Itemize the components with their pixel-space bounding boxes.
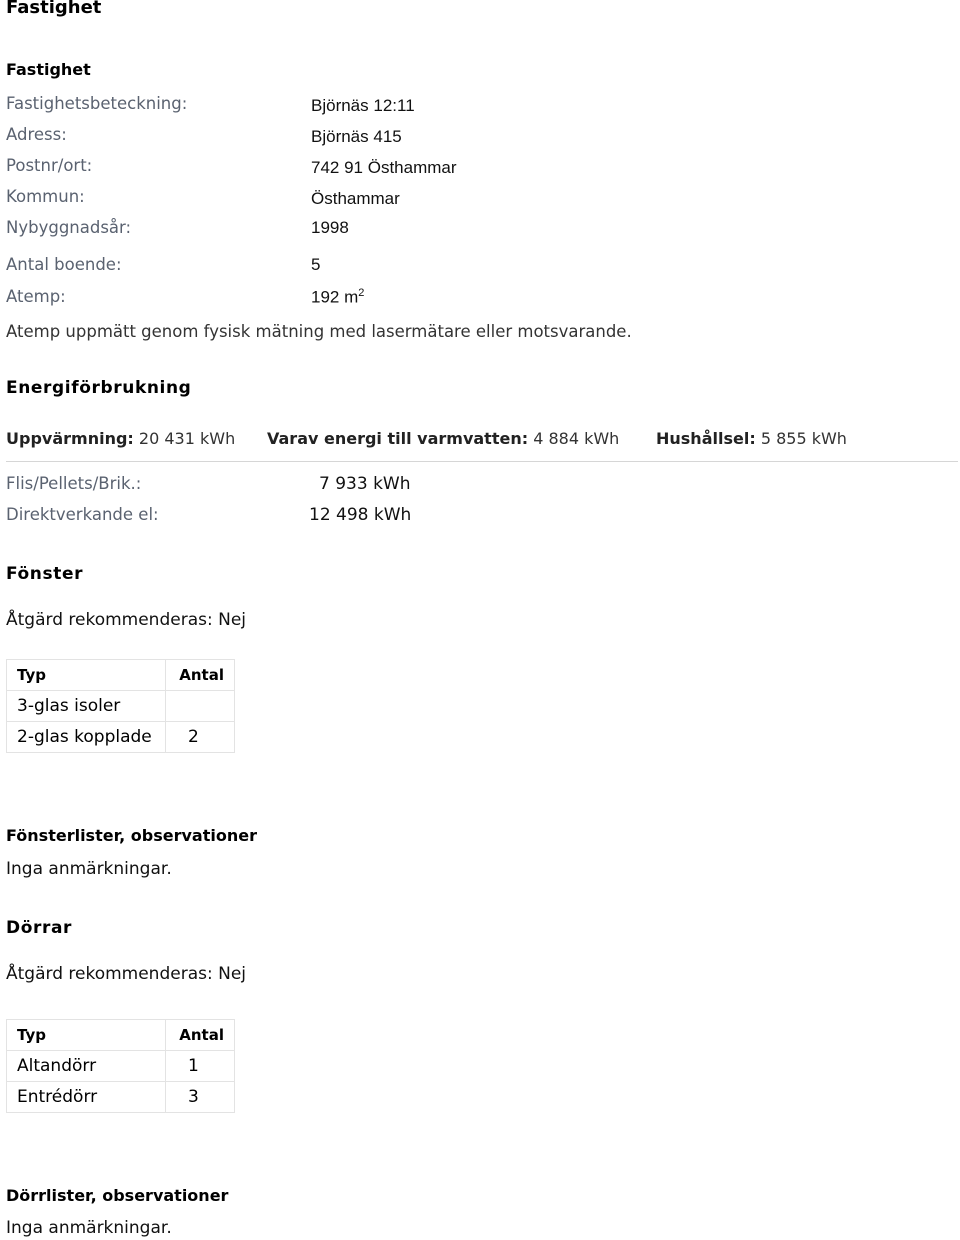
energy-summary-row: [6, 429, 235, 448]
household-label: Hushållsel:: [656, 429, 756, 448]
door-observations-text: Inga anmärkningar.: [6, 1218, 172, 1238]
page-title: Fastighet: [6, 0, 102, 18]
label-antal-boende: Antal boende:: [6, 255, 122, 274]
windows-recommendation: Åtgärd rekommenderas: Nej: [6, 610, 247, 630]
heating-label: Uppvärmning:: [6, 429, 134, 448]
door-count-cell: 1: [166, 1051, 235, 1082]
door-type-cell: Altandörr: [7, 1051, 166, 1082]
label-kommun: Kommun:: [6, 187, 85, 206]
window-type-cell: 2-glas kopplade: [7, 722, 166, 753]
energy-divider: [6, 461, 958, 462]
door-type-cell: Entrédörr: [7, 1082, 166, 1113]
window-count-cell: [166, 691, 235, 722]
door-count-cell: 3: [166, 1082, 235, 1113]
table-row: [7, 1082, 235, 1113]
doors-table: [6, 1019, 235, 1113]
table-row: [7, 691, 235, 722]
window-count-cell: 2: [166, 722, 235, 753]
column-header-antal: Antal: [166, 1020, 235, 1051]
value-direktverkande-el: 12 498 kWh: [309, 505, 412, 525]
household-summary: [656, 429, 847, 448]
label-flis-pellets: Flis/Pellets/Brik.:: [6, 474, 142, 493]
table-header-row: [7, 660, 235, 691]
value-atemp: [311, 287, 364, 308]
property-heading: Fastighet: [6, 60, 91, 79]
hotwater-summary: [267, 429, 619, 448]
label-nybyggnadsar: Nybyggnadsår:: [6, 218, 132, 237]
column-header-typ: Typ: [7, 660, 166, 691]
value-nybyggnadsar: 1998: [311, 218, 349, 237]
value-postnr-ort: 742 91 Östhammar: [311, 158, 457, 177]
label-atemp: Atemp:: [6, 287, 66, 306]
label-postnr-ort: Postnr/ort:: [6, 156, 93, 175]
heating-value: 20 431 kWh: [138, 429, 236, 448]
hotwater-label: Varav energi till varmvatten:: [267, 429, 529, 448]
value-adress: Björnäs 415: [311, 127, 402, 146]
window-type-cell: 3-glas isoler: [7, 691, 166, 722]
atemp-value-text: 192 m: [311, 287, 359, 307]
table-header-row: [7, 1020, 235, 1051]
windows-table: [6, 659, 235, 753]
doors-section-title: Dörrar: [6, 918, 73, 938]
value-fastighetsbeteckning: Björnäs 12:11: [311, 96, 415, 115]
column-header-typ: Typ: [7, 1020, 166, 1051]
value-antal-boende: 5: [311, 255, 321, 274]
table-row: [7, 1051, 235, 1082]
household-value: 5 855 kWh: [760, 429, 847, 448]
value-kommun: Östhammar: [311, 189, 400, 208]
atemp-note: Atemp uppmätt genom fysisk mätning med lasermätare eller motsvarande.: [6, 322, 632, 341]
atemp-unit-superscript: 2: [358, 287, 365, 299]
column-header-antal: Antal: [166, 660, 235, 691]
window-observations-title: Fönsterlister, observationer: [6, 826, 257, 845]
label-adress: Adress:: [6, 125, 67, 144]
door-observations-title: Dörrlister, observationer: [6, 1186, 229, 1205]
window-observations-text: Inga anmärkningar.: [6, 859, 172, 879]
value-flis-pellets: 7 933 kWh: [319, 474, 411, 494]
label-direktverkande-el: Direktverkande el:: [6, 505, 159, 524]
energy-section-title: Energiförbrukning: [6, 378, 192, 398]
table-row: [7, 722, 235, 753]
windows-section-title: Fönster: [6, 564, 84, 584]
label-fastighetsbeteckning: Fastighetsbeteckning:: [6, 94, 188, 113]
hotwater-value: 4 884 kWh: [533, 429, 620, 448]
doors-recommendation: Åtgärd rekommenderas: Nej: [6, 964, 247, 984]
